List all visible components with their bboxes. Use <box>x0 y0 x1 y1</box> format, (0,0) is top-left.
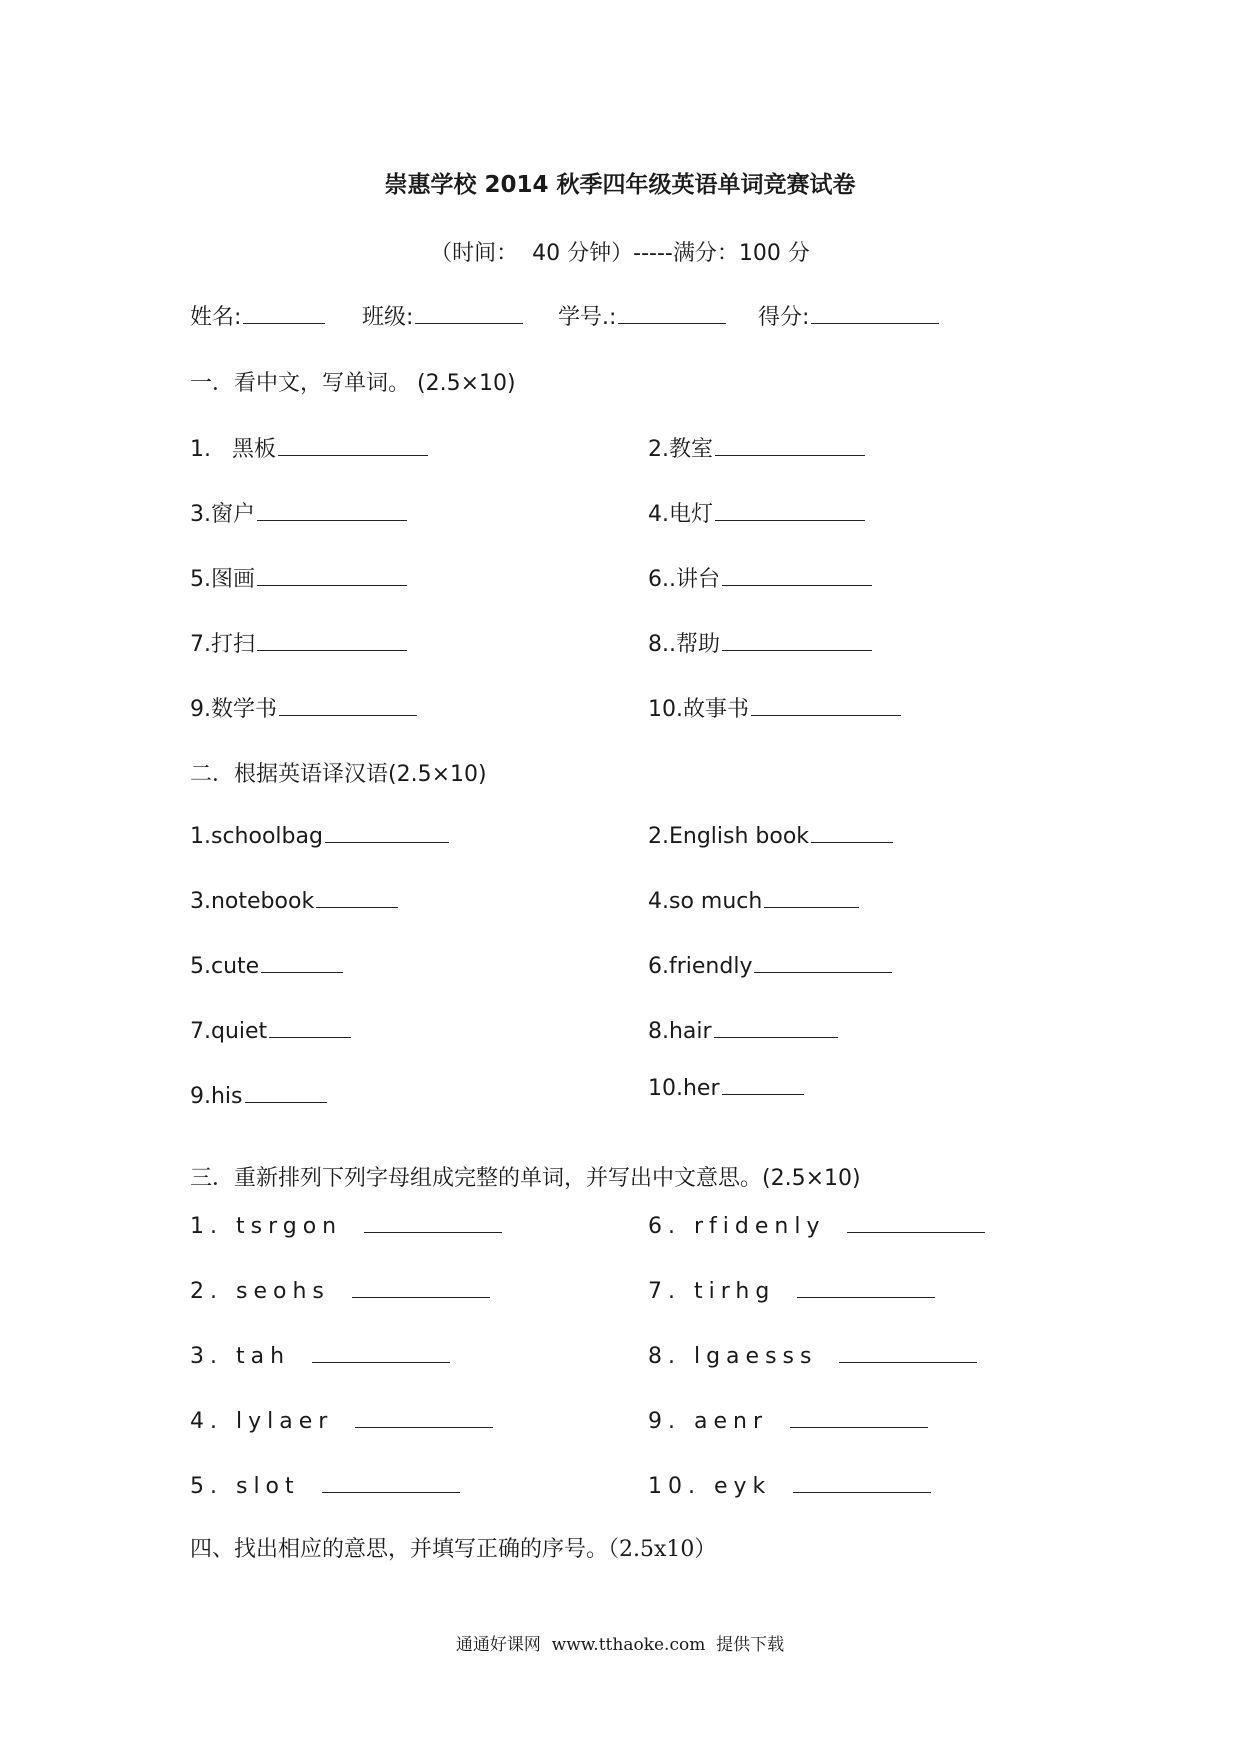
class-label: 班级: <box>362 305 414 330</box>
section2-item[interactable]: 1.schoolbag <box>190 822 449 849</box>
section2-item[interactable]: 8.hair <box>648 1017 838 1044</box>
section2-item[interactable]: 4.so much <box>648 887 859 914</box>
answer-blank[interactable] <box>847 1212 985 1233</box>
scrambled-word-item[interactable]: 6. rfidenly <box>648 1212 985 1239</box>
page-title: 崇惠学校 2014 秋季四年级英语单词竞赛试卷 <box>384 172 856 198</box>
section2-heading: 二．根据英语译汉语(2.5×10) <box>190 762 487 787</box>
section2-item[interactable]: 7.quiet <box>190 1017 351 1044</box>
answer-blank[interactable] <box>764 887 859 908</box>
section2-item[interactable]: 6.friendly <box>648 952 892 979</box>
answer-blank[interactable] <box>714 1017 838 1038</box>
scrambled-word-item[interactable]: 4. lylaer <box>190 1407 493 1434</box>
class-blank[interactable] <box>415 303 523 324</box>
answer-blank[interactable] <box>325 822 449 843</box>
answer-blank[interactable] <box>793 1472 931 1493</box>
scrambled-word-item[interactable]: 10. eyk <box>648 1472 931 1499</box>
student-no-field[interactable] <box>558 300 726 331</box>
section1-item[interactable]: 6..讲台 <box>648 562 872 593</box>
score-field[interactable] <box>758 300 939 331</box>
score-label: 得分: <box>758 305 810 330</box>
answer-blank[interactable] <box>790 1407 928 1428</box>
answer-blank[interactable] <box>751 695 901 716</box>
scrambled-word-item[interactable]: 8. lgaesss <box>648 1342 977 1369</box>
answer-blank[interactable] <box>257 630 407 651</box>
answer-blank[interactable] <box>257 500 407 521</box>
scrambled-word-item[interactable]: 9. aenr <box>648 1407 928 1434</box>
answer-blank[interactable] <box>278 435 428 456</box>
answer-blank[interactable] <box>279 695 417 716</box>
answer-blank[interactable] <box>322 1472 460 1493</box>
answer-blank[interactable] <box>261 952 343 973</box>
answer-blank[interactable] <box>715 435 865 456</box>
score-blank[interactable] <box>811 303 939 324</box>
answer-blank[interactable] <box>754 952 892 973</box>
answer-blank[interactable] <box>839 1342 977 1363</box>
section1-item[interactable]: 4.电灯 <box>648 497 865 528</box>
section1-item[interactable]: 5.图画 <box>190 562 407 593</box>
section1-item[interactable]: 9.数学书 <box>190 692 417 723</box>
section1-item[interactable]: 10.故事书 <box>648 692 901 723</box>
answer-blank[interactable] <box>245 1082 327 1103</box>
answer-blank[interactable] <box>811 822 893 843</box>
answer-blank[interactable] <box>355 1407 493 1428</box>
name-blank[interactable] <box>243 303 325 324</box>
exam-subtitle: （时间： 40 分钟）-----满分：100 分 <box>430 241 810 266</box>
name-field[interactable] <box>190 300 325 331</box>
section4-heading: 四、找出相应的意思，并填写正确的序号。（2.5x10） <box>190 1537 717 1562</box>
scrambled-word-item[interactable]: 5. slot <box>190 1472 460 1499</box>
student-no-blank[interactable] <box>618 303 726 324</box>
answer-blank[interactable] <box>352 1277 490 1298</box>
section2-item[interactable]: 9.his <box>190 1082 327 1109</box>
answer-blank[interactable] <box>722 1074 804 1095</box>
answer-blank[interactable] <box>797 1277 935 1298</box>
section1-item[interactable]: 8..帮助 <box>648 627 872 658</box>
section1-item[interactable]: 2.教室 <box>648 432 865 463</box>
answer-blank[interactable] <box>312 1342 450 1363</box>
answer-blank[interactable] <box>715 500 865 521</box>
section1-heading: 一．看中文，写单词。 (2.5×10) <box>190 371 516 396</box>
scrambled-word-item[interactable]: 2. seohs <box>190 1277 490 1304</box>
section3-heading: 三．重新排列下列字母组成完整的单词，并写出中文意思。(2.5×10) <box>190 1166 861 1191</box>
answer-blank[interactable] <box>269 1017 351 1038</box>
section2-item[interactable]: 10.her <box>648 1074 804 1101</box>
section1-item[interactable]: 7.打扫 <box>190 627 407 658</box>
scrambled-word-item[interactable]: 1. tsrgon <box>190 1212 502 1239</box>
student-no-label: 学号.: <box>558 305 617 330</box>
section2-item[interactable]: 5.cute <box>190 952 343 979</box>
section2-item[interactable]: 2.English book <box>648 822 893 849</box>
scrambled-word-item[interactable]: 3. tah <box>190 1342 450 1369</box>
name-label: 姓名: <box>190 305 242 330</box>
footer-credit: 通通好课网 www.tthaoke.com 提供下载 <box>455 1635 785 1655</box>
answer-blank[interactable] <box>316 887 398 908</box>
section1-item[interactable]: 1. 黑板 <box>190 432 428 463</box>
answer-blank[interactable] <box>722 565 872 586</box>
scrambled-word-item[interactable]: 7. tirhg <box>648 1277 935 1304</box>
section1-item[interactable]: 3.窗户 <box>190 497 407 528</box>
section2-item[interactable]: 3.notebook <box>190 887 398 914</box>
answer-blank[interactable] <box>257 565 407 586</box>
answer-blank[interactable] <box>722 630 872 651</box>
class-field[interactable] <box>362 300 523 331</box>
answer-blank[interactable] <box>364 1212 502 1233</box>
